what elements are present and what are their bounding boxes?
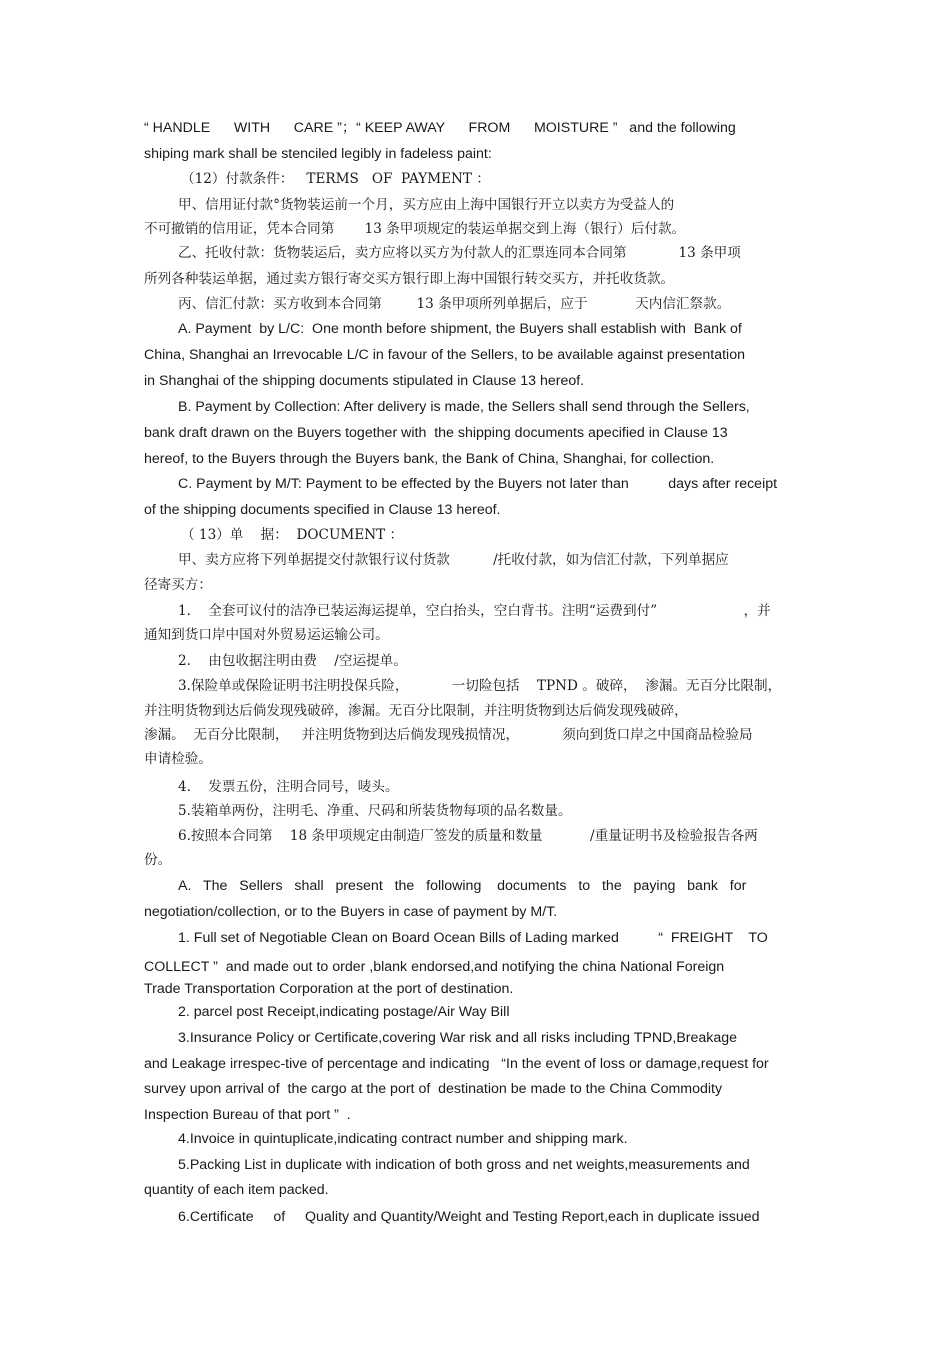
text-line: 甲、卖方应将下列单据提交付款银行议付货款 /托收付款，如为信汇付款，下列单据应 (178, 552, 729, 568)
text-line: “ HANDLE WITH CARE ”；“ KEEP AWAY FROM MOISTURE ” and the following (144, 120, 736, 136)
text-line: negotiation/collection, or to the Buyers in case of payment by M/T. (144, 904, 558, 920)
text-line: 申请检验。 (144, 751, 212, 767)
text-line: 2. parcel post Receipt,indicating postage/Air Way Bill (178, 1004, 510, 1020)
text-line: 2. 由包收据注明由费 /空运提单。 (178, 653, 407, 669)
text-line: quantity of each item packed. (144, 1182, 329, 1198)
text-line: China, Shanghai an Irrevocable L/C in favour of the Sellers, to be available against presentation (144, 347, 745, 363)
text-line: 1. 全套可议付的洁净已装运海运提单，空白抬头，空白背书。注明“运费到付” ，并 (178, 603, 771, 619)
text-line: 所列各种装运单据，通过卖方银行寄交买方银行即上海中国银行转交买方，并托收货款。 (144, 271, 675, 287)
text-line: B. Payment by Collection: After delivery is made, the Sellers shall send through the Sellers, (178, 399, 750, 415)
text-line: 4. 发票五份，注明合同号，唛头。 (178, 779, 399, 795)
text-line: 不可撤销的信用证，凭本合同第 13 条甲项规定的装运单据交到上海（银行）后付款。 (144, 221, 686, 237)
text-line: 甲、信用证付款°货物装运前一个月，买方应由上海中国银行开立以卖方为受益人的 (178, 197, 675, 213)
text-line: 1. Full set of Negotiable Clean on Board Ocean Bills of Lading marked “ FREIGHT TO (178, 930, 768, 946)
section-heading-document: （ 13）单 据： DOCUMENT ： (181, 527, 404, 543)
text-line: 6.Certificate of Quality and Quantity/Weight and Testing Report,each in duplicate issued (178, 1209, 760, 1225)
text-line: 并注明货物到达后倘发现残破碎，渗漏。无百分比限制，并注明货物到达后倘发现残破碎， (144, 703, 688, 719)
section-heading-payment: （12）付款条件： TERMS OF PAYMENT ： (181, 171, 490, 187)
text-line: 渗漏。 无百分比限制， 并注明货物到达后倘发现残损情况， 须向到货口岸之中国商品检验局 (144, 727, 753, 743)
text-line: 3.保险单或保险证明书注明投保兵险， 一切险包括 TPND 。破碎， 渗漏。无百分比限制， (178, 678, 782, 694)
text-line: bank draft drawn on the Buyers together with the shipping documents apecified in Clause 13 (144, 425, 728, 441)
text-line: COLLECT ” and made out to order ,blank endorsed,and notifying the china National Foreign (144, 959, 725, 975)
text-line: Inspection Bureau of that port ” . (144, 1107, 351, 1123)
text-line: A. The Sellers shall present the following documents to the paying bank for (178, 878, 747, 894)
text-line: 乙、托收付款：货物装运后，卖方应将以买方为付款人的汇票连同本合同第 13 条甲项 (178, 245, 741, 261)
text-line: C. Payment by M/T: Payment to be effected by the Buyers not later than days after receipt (178, 476, 778, 492)
text-line: 6.按照本合同第 18 条甲项规定由制造厂签发的质量和数量 /重量证明书及检验报告各两 (178, 828, 758, 844)
text-line: 丙、信汇付款：买方收到本合同第 13 条甲项所列单据后，应于 天内信汇祭款。 (178, 296, 731, 312)
text-line: hereof, to the Buyers through the Buyers bank, the Bank of China, Shanghai, for collection. (144, 451, 715, 467)
text-line: 径寄买方： (144, 577, 212, 593)
text-line: in Shanghai of the shipping documents stipulated in Clause 13 hereof. (144, 373, 585, 389)
text-line: 通知到货口岸中国对外贸易运运输公司。 (144, 627, 389, 643)
text-line: survey upon arrival of the cargo at the port of destination be made to the China Commodity (144, 1081, 723, 1097)
text-line: A. Payment by L/C: One month before shipment, the Buyers shall establish with Bank of (178, 321, 742, 337)
text-line: shiping mark shall be stenciled legibly in fadeless paint: (144, 146, 492, 162)
text-line: of the shipping documents specified in Clause 13 hereof. (144, 502, 501, 518)
text-line: 份。 (144, 852, 172, 868)
text-line: Trade Transportation Corporation at the port of destination. (144, 981, 514, 997)
text-line: 5.装箱单两份，注明毛、净重、尺码和所装货物每项的品名数量。 (178, 803, 572, 819)
text-line: 5.Packing List in duplicate with indication of both gross and net weights,measurements and (178, 1157, 750, 1173)
text-line: 4.Invoice in quintuplicate,indicating contract number and shipping mark. (178, 1131, 628, 1147)
text-line: and Leakage irrespec-tive of percentage and indicating “In the event of loss or damage,request for (144, 1056, 769, 1072)
text-line: 3.Insurance Policy or Certificate,covering War risk and all risks including TPND,Breakage (178, 1030, 738, 1046)
